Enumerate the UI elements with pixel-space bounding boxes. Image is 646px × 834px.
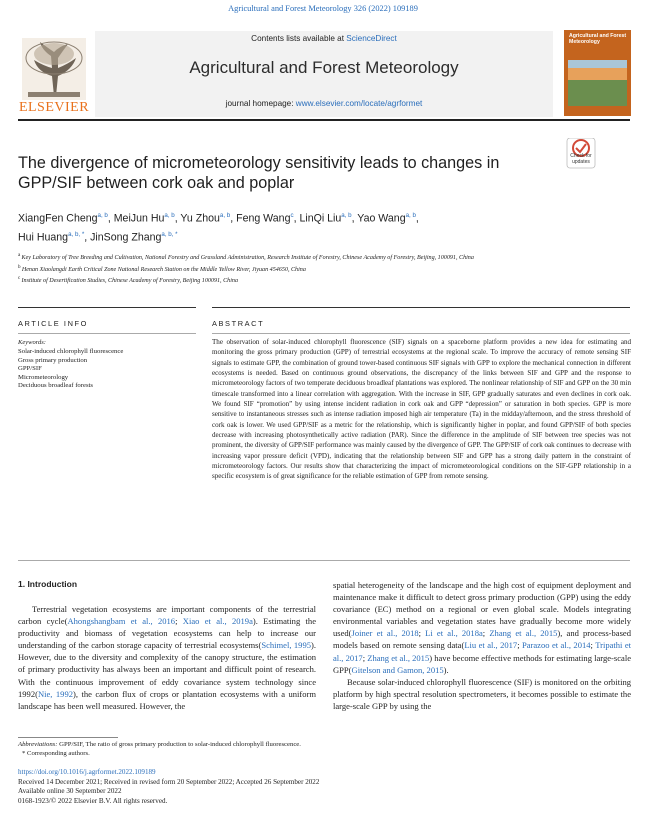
affiliation-item: $^b$ Henan Xiaolangdi Earth Critical Zone National Research Station on the Middle Yellow River, Jiyuan 454650, China — [18, 263, 306, 273]
abbreviations-label: Abbreviations: — [18, 741, 58, 748]
copyright: 0168-1923/© 2022 Elsevier B.V. All rights reserved. — [18, 796, 168, 805]
intro-heading: 1. Introduction — [18, 579, 78, 589]
abstract-inner-rule — [212, 333, 630, 334]
author-name[interactable]: LinQi Liu — [299, 212, 342, 225]
author-affiliation-marker[interactable]: a, b — [341, 212, 352, 219]
author-name[interactable]: MeiJun Hu — [113, 212, 165, 225]
citation-link[interactable]: Gitelson and Gamon, 2015 — [351, 664, 444, 675]
keywords-rule — [18, 333, 196, 334]
article-info-heading: ARTICLE INFO — [18, 319, 88, 328]
citation-link[interactable]: Li et al., 2018a — [425, 628, 483, 639]
abstract-bottom-rule — [18, 560, 630, 561]
keyword-item: Deciduous broadleaf forests — [18, 382, 94, 389]
citation-link[interactable]: Zhang et al., 2015 — [489, 628, 558, 639]
intro-paragraph-1-cont: spatial heterogeneity of the landscape and the high cost of equipment deployment and maintenance make it difficult to detect gross primary production (GPP) using the eddy covariance (EC) method on a regional or even global scale. Models integrating environmental variables and vegetation states have gradually become more widely used(Joiner et al., 2018; Li et al., 2018a; Zhang et al., 2015), and process-based models based on remote sensing data(Liu et al., 2017; Parazoo et al., 2014; Tripathi et al., 2017; Zhang et al., 2015) have become effective methods for estimating large-scale GPP(Gitelson and Gamon, 2015). — [333, 580, 632, 675]
keywords-label: Keywords: — [18, 339, 46, 346]
affiliations — [18, 251, 578, 286]
citation-link[interactable]: Tripathi et al., 2017 — [333, 640, 632, 663]
citation-link[interactable]: Ahongshangbam et al., 2016 — [67, 616, 176, 627]
keyword-list — [18, 348, 196, 391]
article-info-rule — [18, 307, 196, 308]
author-affiliation-marker[interactable]: a, b — [219, 212, 231, 219]
author-name[interactable]: JinSong Zhang — [90, 231, 162, 244]
abbreviations-footnote — [18, 740, 618, 749]
cover-title: Agricultural and Forest Meteorology — [569, 33, 627, 45]
corresponding-footnote: * Corresponding authors. — [22, 750, 90, 757]
abbreviations-text: GPP/SIF, The ratio of gross primary production to solar-induced chlorophyll fluorescence. — [57, 741, 301, 748]
journal-name: Agricultural and Forest Meteorology — [189, 58, 459, 77]
author-name[interactable]: Hui Huang — [18, 231, 69, 244]
author-affiliation-marker[interactable]: a, b — [164, 212, 175, 219]
abstract-rule — [212, 307, 630, 308]
author-affiliation-marker[interactable]: a, b, * — [68, 230, 85, 238]
author-name[interactable]: Feng Wang — [236, 212, 291, 225]
author-affiliation-marker[interactable]: a, b, * — [161, 230, 178, 238]
author-affiliation-marker[interactable]: a, b — [405, 212, 416, 219]
keyword-item: Solar-induced chlorophyll fluorescence — [18, 348, 124, 355]
sciencedirect-link[interactable]: ScienceDirect — [346, 34, 397, 43]
abstract-heading: ABSTRACT — [212, 319, 265, 328]
author-affiliation-marker[interactable]: a, b — [97, 212, 108, 219]
author-name[interactable]: Yao Wang — [357, 212, 406, 225]
citation-link[interactable]: Parazoo et al., 2014 — [522, 640, 591, 651]
homepage-prefix: journal homepage: — [225, 99, 296, 108]
intro-left-column — [18, 603, 316, 712]
intro-paragraph-2: Because solar-induced chlorophyll fluorescence (SIF) is monitored on the orbiting platform by high spectral resolution spectrometers, it becomes possible to estimate the large-scale GPP by using the — [333, 676, 631, 711]
header-rule — [18, 119, 630, 121]
keyword-item: Gross primary production — [18, 356, 88, 364]
homepage-line — [95, 99, 553, 108]
intro-right-column — [333, 579, 631, 712]
author-name[interactable]: XiangFen Cheng — [18, 212, 98, 225]
citation-link[interactable]: Joiner et al., 2018 — [351, 628, 419, 639]
affiliation-item: $^a$ Key Laboratory of Tree Breeding and Cultivation, National Forestry and Grassland Administration, Research Institute of Forestry, Chinese Academy of Forestry, Beijing, 100091, China — [18, 252, 474, 262]
article-title: The divergence of micrometeorology sensitivity leads to changes in GPP/SIF between cork oak and poplar — [18, 154, 500, 192]
contents-line — [95, 34, 553, 43]
author-list: XiangFen Cheng$^{a, b}$, MeiJun Hu$^{a, b}$, Yu Zhou$^{a, b}$, Feng Wang$^c$, LinQi Liu$^{a, b}$, Yao Wang$^{a, b}$, Hui Huang$^{a, b, *}$, JinSong Zhang$^{a, b, *}$ — [18, 212, 419, 244]
citation-link[interactable]: Schimel, 1995 — [261, 640, 311, 651]
homepage-link[interactable]: www.elsevier.com/locate/agrformet — [295, 99, 423, 108]
received-dates: Received 14 December 2021; Received in revised form 20 September 2022; Accepted 26 September 2022 — [18, 777, 320, 786]
keyword-item: Micrometeorology — [18, 373, 69, 381]
contents-prefix: Contents lists available at — [251, 34, 347, 43]
intro-paragraph-1: Terrestrial vegetation ecosystems are important components of the terrestrial carbon cycle(Ahongshangbam et al., 2016; Xiao et al., 2019a). Estimating the productivity and biomass of vegetation ecosystems can help to increase our understanding of the carbon storage capacity of terrestrial ecosystems(Schimel, 1995). However, due to the diversity and complexity of the canopy structure, the estimation of primary productivity has always been an important and difficult point of research. With the continuous improvement of eddy covariance system technology since 1992(Nie, 1992), the carbon flux of crops or plantation ecosystems with a uniform landscape has been well measured. However, the — [18, 604, 316, 711]
badge-label: Check for updates — [570, 153, 592, 165]
author-affiliation-marker[interactable]: c — [290, 212, 294, 219]
citation-link[interactable]: Liu et al., 2017 — [464, 640, 518, 651]
publication-info — [18, 768, 618, 806]
affiliation-item: $^c$ Institute of Desertification Studies, Chinese Academy of Forestry, Beijing 100091, China — [18, 275, 239, 285]
citation-link[interactable]: Nie, 1992 — [37, 688, 73, 699]
elsevier-logo — [18, 36, 90, 116]
author-name[interactable]: Yu Zhou — [180, 212, 220, 225]
doi-link[interactable]: https://doi.org/10.1016/j.agrformet.2022.109189 — [18, 768, 156, 776]
keyword-item: GPP/SIF — [18, 365, 42, 372]
citation-link[interactable]: Xiao et al., 2019a — [182, 616, 253, 627]
available-online: Available online 30 September 2022 — [18, 787, 122, 796]
journal-reference[interactable]: Agricultural and Forest Meteorology 326 (2022) 109189 — [228, 4, 418, 13]
abstract-text: The observation of solar-induced chlorophyll fluorescence (SIF) signals on a spaceborne platform provides a new idea for estimating and monitoring the gross primary production (GPP) of terrestrial ecosystems at the regional scale. To improve the accuracy of remote sensing SIF signals to estimate GPP, the combination of ground tower-based continuous SIF signals with GPP to explore the mechanical connection in different ecosystems is needed. Based on continuous ground observations, the discrepancy of the links between SIF and GPP and the response to micrometeorology factors of two temperate deciduous broadleaf plantations was explored. The nonlinear relationship of SIF and GPP on the 30 min timescale transformed into a linear correlation with aggregation. With the increase in SIF, GPP gradually saturates and even declines in cork oak. We found SIF “promotion” by using intense incident radiation in cork oak and GPP “depression” or saturation in both species. GPP is more sensitive to instantaneous stresses such as intense radiation imposed high air temperature (Ta) in the midday/afternoon, and the stress threshold of cork oak is lower. We used GPP/SIF as a metric for the relationship, which is significantly higher in poplar, and found GPP/SIF of both species decrease with increasing photosynthetically active radiation (PAR). Since the difference in the amplitude of SIF between tree species was not prominent, the diversity of GPP/SIF performance was mainly caused by the divergence of GPP. The GPP/SIF of cork oak continues to decrease with increasing vapor pressure deficit (VPD), indicating that the relationship between SIF and GPP has a strong daily pattern in the constraint of micrometeorology factors. Our results show that characterizing the impact of micrometeorological conditions on the SIF-GPP relationship in a specific ecosystem is of great significance for the reliable estimation of GPP from remote sensing. — [212, 338, 631, 481]
citation-link[interactable]: Zhang et al., 2015 — [367, 652, 430, 663]
footnote-rule — [18, 737, 118, 738]
publisher-name: ELSEVIER — [18, 100, 90, 115]
footnotes — [18, 740, 618, 758]
